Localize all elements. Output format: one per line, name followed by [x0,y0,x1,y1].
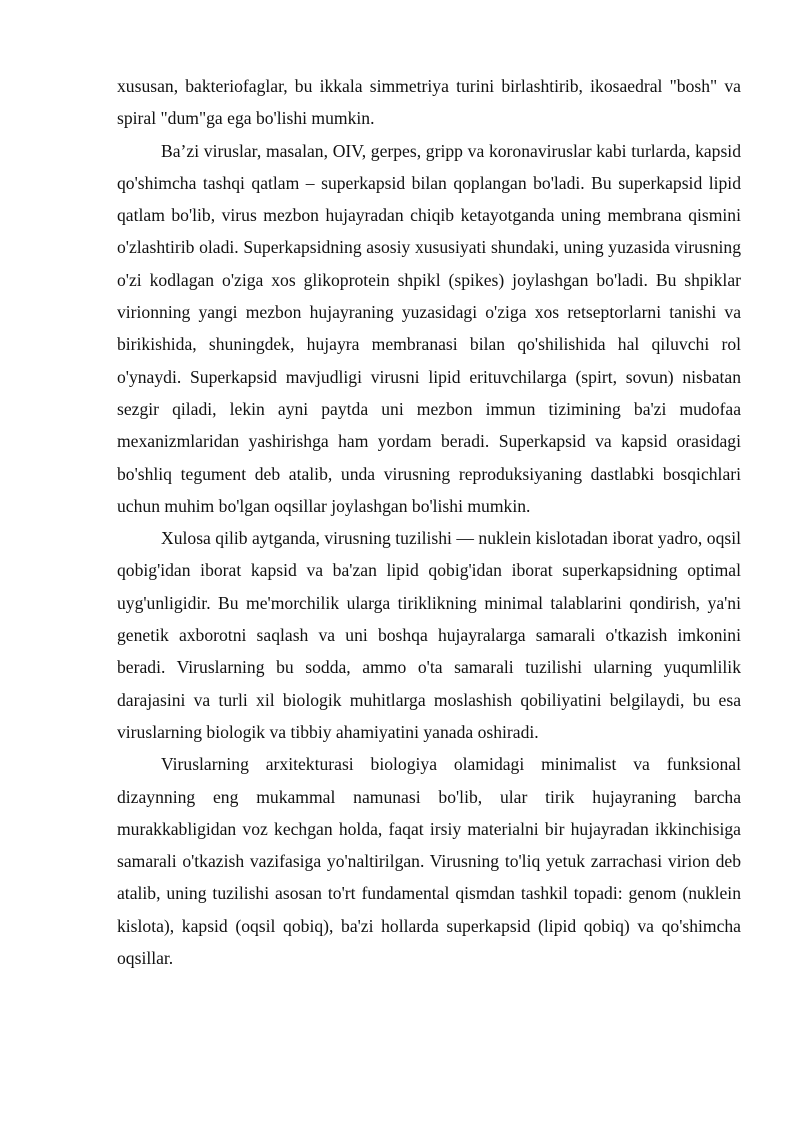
paragraph-continuation: xususan, bakteriofaglar, bu ikkala simmetriya turini birlashtirib, ikosaedral "bosh" va spiral "dum"ga ega bo'lishi mumkin. [117,76,741,129]
paragraph-superkapsid: Ba’zi viruslar, masalan, OIV, gerpes, gripp va koronaviruslar kabi turlarda, kapsid qo'shimcha tashqi qatlam – superkapsid bilan qoplangan bo'ladi. Bu superkapsid lipid qatlam bo'lib, virus mezbon hujayradan chiqib ketayotganda uning membrana qismini o'zlashtirib oladi. Superkapsidning asosiy xususiyati shundaki, uning yuzasida virusning o'zi kodlagan o'ziga xos glikoprotein shpikl (spikes) joylashgan bo'ladi. Bu shpiklar virionning yangi mezbon hujayraning yuzasidagi o'ziga xos retseptorlarni tanishi va birikishida, shuningdek, hujayra membranasi bilan qo'shilishida hal qiluvchi rol o'ynaydi. Superkapsid mavjudligi virusni lipid erituvchilarga (spirt, sovun) nisbatan sezgir qiladi, lekin ayni paytda uni mezbon immun tizimining ba'zi mudofaa mexanizmlaridan yashirishga ham yordam beradi. Superkapsid va kapsid orasidagi bo'shliq tegument deb atalib, unda virusning reproduksiyaning dastlabki bosqichlari uchun muhim bo'lgan oqsillar joylashgan bo'lishi mumkin. [117,140,741,516]
body-text [117,70,741,974]
paragraph-architecture: Viruslarning arxitekturasi biologiya olamidagi minimalist va funksional dizaynning eng mukammal namunasi bo'lib, ular tirik hujayraning barcha murakkabligidan voz kechgan holda, faqat irsiy materialni bir hujayradan ikkinchisiga samarali o'tkazish vazifasiga yo'naltirilgan. Virusning to'liq yetuk zarrachasi virion deb atalib, uning tuzilishi asosan to'rt fundamental qismdan tashkil topadi: genom (nuklein kislota), kapsid (oqsil qobiq), ba'zi hollarda superkapsid (lipid qobiq) va qo'shimcha oqsillar. [117,754,741,969]
paragraph-conclusion: Xulosa qilib aytganda, virusning tuzilishi — nuklein kislotadan iborat yadro, oqsil qobig'idan iborat kapsid va ba'zan lipid qobig'idan iborat superkapsidning optimal uyg'unligidir. Bu me'morchilik ularga tiriklikning minimal talablarini qondirish, ya'ni genetik axborotni saqlash va uni boshqa hujayralarga samarali o'tkazish imkonini beradi. Viruslarning bu sodda, ammo o'ta samarali tuzilishi ularning yuqumlilik darajasini va turli xil biologik muhitlarga moslashish qobiliyatini belgilaydi, bu esa viruslarning biologik va tibbiy ahamiyatini yanada oshiradi. [117,528,741,742]
